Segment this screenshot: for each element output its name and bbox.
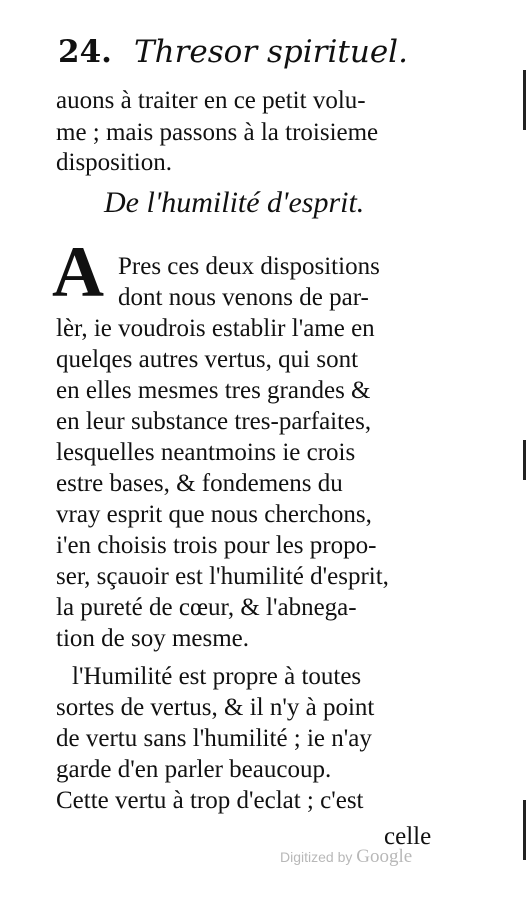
page-edge-mark [523, 70, 526, 130]
text-line: auons à traiter en ce petit volu- [56, 87, 366, 114]
text-line: en leur substance tres-parfaites, [56, 408, 372, 435]
page-edge-mark [523, 800, 526, 860]
google-wordmark: Google [356, 846, 413, 867]
text-line: garde d'en parler beaucoup. [56, 756, 332, 783]
text-line: dont nous venons de par- [118, 284, 369, 311]
page-edge-mark [523, 440, 526, 480]
text-line: estre bases, & fondemens du [56, 470, 343, 497]
text-line: disposition. [56, 149, 172, 176]
text-line: i'en choisis trois pour les propo- [56, 532, 377, 559]
text-line: me ; mais passons à la troisieme [56, 119, 379, 146]
text-line: ser, sçauoir est l'humilité d'esprit, [56, 563, 389, 590]
catchword: celle [384, 823, 432, 850]
running-title: Thresor spirituel. [133, 34, 408, 70]
text-line: tion de soy mesme. [56, 625, 250, 652]
scan-watermark [280, 846, 412, 868]
digitized-by-label: Digitized by [280, 849, 353, 865]
text-line: en elles mesmes tres grandes & [56, 377, 371, 404]
text-line: lèr, ie voudrois establir l'ame en [56, 315, 375, 342]
section-heading: De l'humilité d'esprit. [104, 186, 365, 219]
text-line: de vertu sans l'humilité ; ie n'ay [56, 725, 372, 752]
drop-cap: A [52, 232, 104, 312]
text-line: quelqes autres vertus, qui sont [56, 346, 359, 373]
text-line: sortes de vertus, & il n'y à point [56, 694, 375, 721]
running-header [58, 34, 478, 78]
text-line: lesquelles neantmoins ie crois [56, 439, 356, 466]
text-line: la pureté de cœur, & l'abnega- [56, 594, 357, 621]
text-line: Cette vertu à trop d'eclat ; c'est [56, 787, 364, 814]
page-number: 24. [58, 34, 112, 70]
text-line: Pres ces deux dispositions [118, 253, 380, 280]
text-line: vray esprit que nous cherchons, [56, 501, 372, 528]
text-line: l'Humilité est propre à toutes [72, 663, 362, 690]
